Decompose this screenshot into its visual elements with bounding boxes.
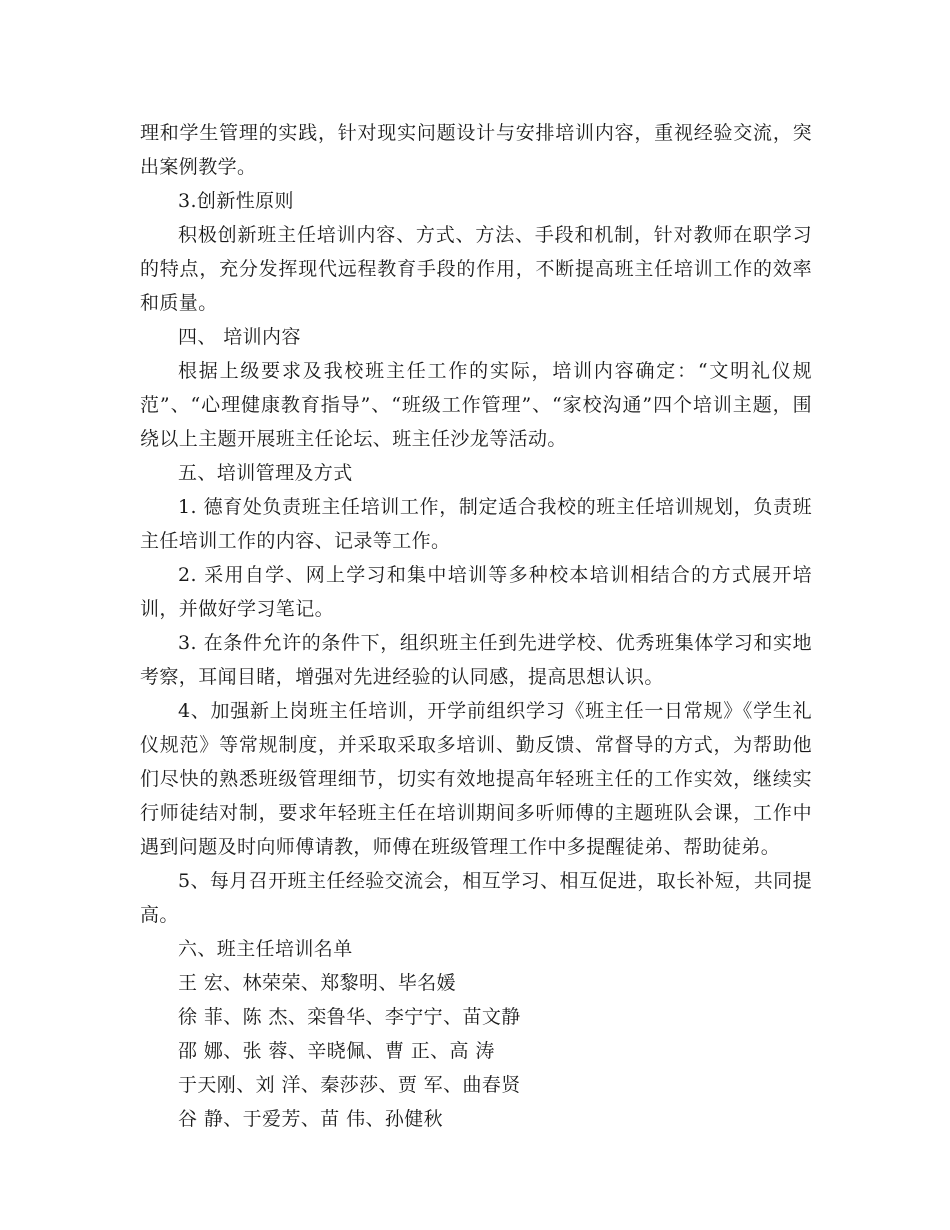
paragraph-item-1: 1. 德育处负责班主任培训工作，制定适合我校的班主任培训规划，负责班主任培训工作的内容、记录等工作。 bbox=[140, 496, 812, 552]
name-list-row: 邵 娜、张 蓉、辛晓佩、曹 正、高 涛 bbox=[178, 1040, 495, 1062]
name-list-row: 徐 菲、陈 杰、栾鲁华、李宁宁、苗文静 bbox=[178, 1006, 521, 1028]
paragraph-case-teaching: 理和学生管理的实践，针对现实问题设计与安排培训内容，重视经验交流，突出案例教学。 bbox=[140, 122, 812, 178]
name-list-row: 于天刚、刘 洋、秦莎莎、贾 军、曲春贤 bbox=[178, 1074, 521, 1096]
heading-innovation-principle: 3.创新性原则 bbox=[178, 190, 294, 212]
heading-name-list: 六、班主任培训名单 bbox=[178, 938, 353, 960]
name-list-row: 谷 静、于爱芳、苗 伟、孙健秋 bbox=[178, 1108, 444, 1130]
paragraph-item-5: 5、每月召开班主任经验交流会，相互学习、相互促进，取长补短，共同提高。 bbox=[140, 870, 812, 926]
paragraph-item-3: 3. 在条件允许的条件下，组织班主任到先进学校、优秀班集体学习和实地考察，耳闻目睹，增强对先进经验的认同感，提高思想认识。 bbox=[140, 632, 812, 688]
document-page bbox=[140, 116, 812, 1136]
name-list-row: 王 宏、林荣荣、郑黎明、毕名媛 bbox=[178, 972, 457, 994]
paragraph-training-content: 根据上级要求及我校班主任工作的实际，培训内容确定：“文明礼仪规范”、“心理健康教育指导”、“班级工作管理”、“家校沟通”四个培训主题，围绕以上主题开展班主任论坛、班主任沙龙等活动。 bbox=[140, 360, 812, 450]
paragraph-item-4: 4、加强新上岗班主任培训，开学前组织学习《班主任一日常规》《学生礼仪规范》等常规制度，并采取采取多培训、勤反馈、常督导的方式，为帮助他们尽快的熟悉班级管理细节，切实有效地提高年轻班主任的工作实效，继续实行师徒结对制，要求年轻班主任在培训期间多听师傅的主题班队会课，工作中遇到问题及时向师傅请教，师傅在班级管理工作中多提醒徒弟、帮助徒弟。 bbox=[140, 700, 812, 858]
heading-training-management: 五、培训管理及方式 bbox=[178, 462, 353, 484]
heading-training-content: 四、 培训内容 bbox=[178, 326, 301, 348]
paragraph-innovation: 积极创新班主任培训内容、方式、方法、手段和机制，针对教师在职学习的特点，充分发挥现代远程教育手段的作用，不断提高班主任培训工作的效率和质量。 bbox=[140, 224, 812, 314]
paragraph-item-2: 2. 采用自学、网上学习和集中培训等多种校本培训相结合的方式展开培训，并做好学习笔记。 bbox=[140, 564, 812, 620]
